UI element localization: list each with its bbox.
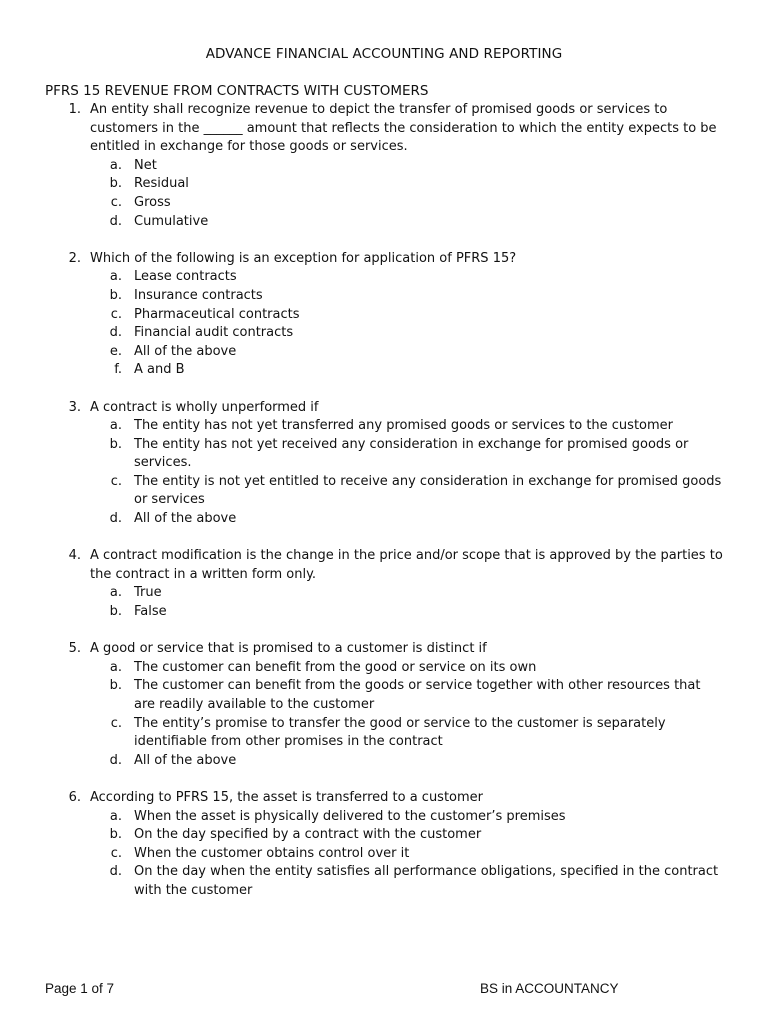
option-letter: e. — [109, 343, 122, 359]
option-text: Residual — [134, 176, 189, 192]
answer-option — [45, 603, 725, 622]
question-text: A contract is wholly unperformed if — [90, 399, 319, 415]
answer-option — [45, 584, 725, 603]
answer-option — [45, 845, 725, 864]
option-letter: b. — [109, 604, 122, 620]
option-letter: c. — [110, 845, 122, 861]
option-letter: b. — [109, 436, 122, 452]
option-text: When the asset is physically delivered to the customer’s premises — [134, 808, 566, 824]
option-text: All of the above — [134, 511, 237, 527]
option-letter: a. — [109, 659, 122, 675]
question-list — [45, 101, 725, 919]
option-letter: a. — [109, 157, 122, 173]
option-text: All of the above — [134, 343, 237, 359]
option-letter: b. — [109, 827, 122, 843]
answer-option — [45, 863, 725, 900]
option-letter: c. — [110, 715, 122, 731]
answer-option — [45, 194, 725, 213]
answer-option — [45, 213, 725, 232]
option-text: Financial audit contracts — [134, 325, 294, 341]
option-letter: c. — [110, 194, 122, 210]
option-text: The entity has not yet transferred any promised goods or services to the customer — [134, 418, 673, 434]
option-letter: b. — [109, 678, 122, 694]
answer-option — [45, 715, 725, 752]
document-title: ADVANCE FINANCIAL ACCOUNTING AND REPORTING — [205, 46, 563, 62]
option-letter: c. — [110, 473, 122, 489]
question-number: 2. — [68, 250, 81, 266]
option-letter: d. — [109, 752, 122, 768]
question-text: Which of the following is an exception for application of PFRS 15? — [90, 250, 517, 266]
answer-option — [45, 306, 725, 325]
answer-option — [45, 417, 725, 436]
page-number: Page 1 of 7 — [45, 981, 115, 996]
question-number: 5. — [68, 641, 81, 657]
option-letter: a. — [109, 585, 122, 601]
answer-option — [45, 826, 725, 845]
answer-option — [45, 473, 725, 510]
answer-option — [45, 287, 725, 306]
option-letter: c. — [110, 306, 122, 322]
question-text: An entity shall recognize revenue to depict the transfer of promised goods or services to customers in the ______ amount that reflects the consideration to which the entity expects to be entitled in exchange for those goods or services. — [90, 102, 717, 155]
option-letter: b. — [109, 176, 122, 192]
answer-option — [45, 808, 725, 827]
option-text: The customer can benefit from the good or service on its own — [134, 659, 537, 675]
answer-option — [45, 324, 725, 343]
option-letter: b. — [109, 287, 122, 303]
option-letter: d. — [109, 511, 122, 527]
option-letter: d. — [109, 864, 122, 880]
program-label: BS in ACCOUNTANCY — [480, 981, 619, 996]
option-text: A and B — [134, 362, 185, 378]
option-text: On the day specified by a contract with the customer — [134, 827, 482, 843]
question-item — [45, 250, 725, 380]
question-text: According to PFRS 15, the asset is transferred to a customer — [90, 789, 484, 805]
answer-option — [45, 436, 725, 473]
question-item — [45, 101, 725, 231]
option-text: Gross — [134, 194, 171, 210]
option-text: Insurance contracts — [134, 287, 263, 303]
option-text: Pharmaceutical contracts — [134, 306, 300, 322]
option-text: The entity is not yet entitled to receive any consideration in exchange for promised goods or services — [134, 473, 722, 508]
answer-option — [45, 677, 725, 714]
question-number: 4. — [68, 548, 81, 564]
answer-option — [45, 343, 725, 362]
option-letter: d. — [109, 213, 122, 229]
option-letter: a. — [109, 269, 122, 285]
option-letter: d. — [109, 325, 122, 341]
answer-option — [45, 361, 725, 380]
option-text: True — [134, 585, 162, 601]
question-item — [45, 399, 725, 529]
option-text: The entity has not yet received any consideration in exchange for promised goods or services. — [134, 436, 689, 471]
option-text: False — [134, 604, 167, 620]
question-number: 3. — [68, 399, 81, 415]
question-number: 6. — [68, 789, 81, 805]
question-text: A contract modification is the change in the price and/or scope that is approved by the parties to the contract in a written form only. — [90, 548, 723, 582]
option-text: Cumulative — [134, 213, 209, 229]
question-item — [45, 640, 725, 770]
answer-option — [45, 510, 725, 529]
question-number: 1. — [68, 102, 81, 117]
question-item — [45, 547, 725, 621]
option-text: When the customer obtains control over it — [134, 845, 410, 861]
section-heading: PFRS 15 REVENUE FROM CONTRACTS WITH CUSTOMERS — [45, 83, 429, 99]
answer-option — [45, 268, 725, 287]
option-text: All of the above — [134, 752, 237, 768]
option-text: The customer can benefit from the goods or service together with other resources that are readily available to the customer — [134, 678, 701, 712]
option-letter: a. — [109, 808, 122, 824]
option-letter: a. — [109, 418, 122, 434]
answer-option — [45, 157, 725, 176]
option-text: Net — [134, 157, 157, 173]
answer-option — [45, 752, 725, 771]
option-text: Lease contracts — [134, 269, 237, 285]
option-text: The entity’s promise to transfer the good or service to the customer is separately identifiable from other promises in the contract — [134, 715, 666, 750]
option-text: On the day when the entity satisfies all performance obligations, specified in the contract with the customer — [134, 864, 719, 898]
answer-option — [45, 659, 725, 678]
answer-option — [45, 175, 725, 194]
question-item — [45, 789, 725, 901]
option-letter: f. — [114, 362, 122, 378]
question-text: A good or service that is promised to a customer is distinct if — [90, 641, 487, 657]
